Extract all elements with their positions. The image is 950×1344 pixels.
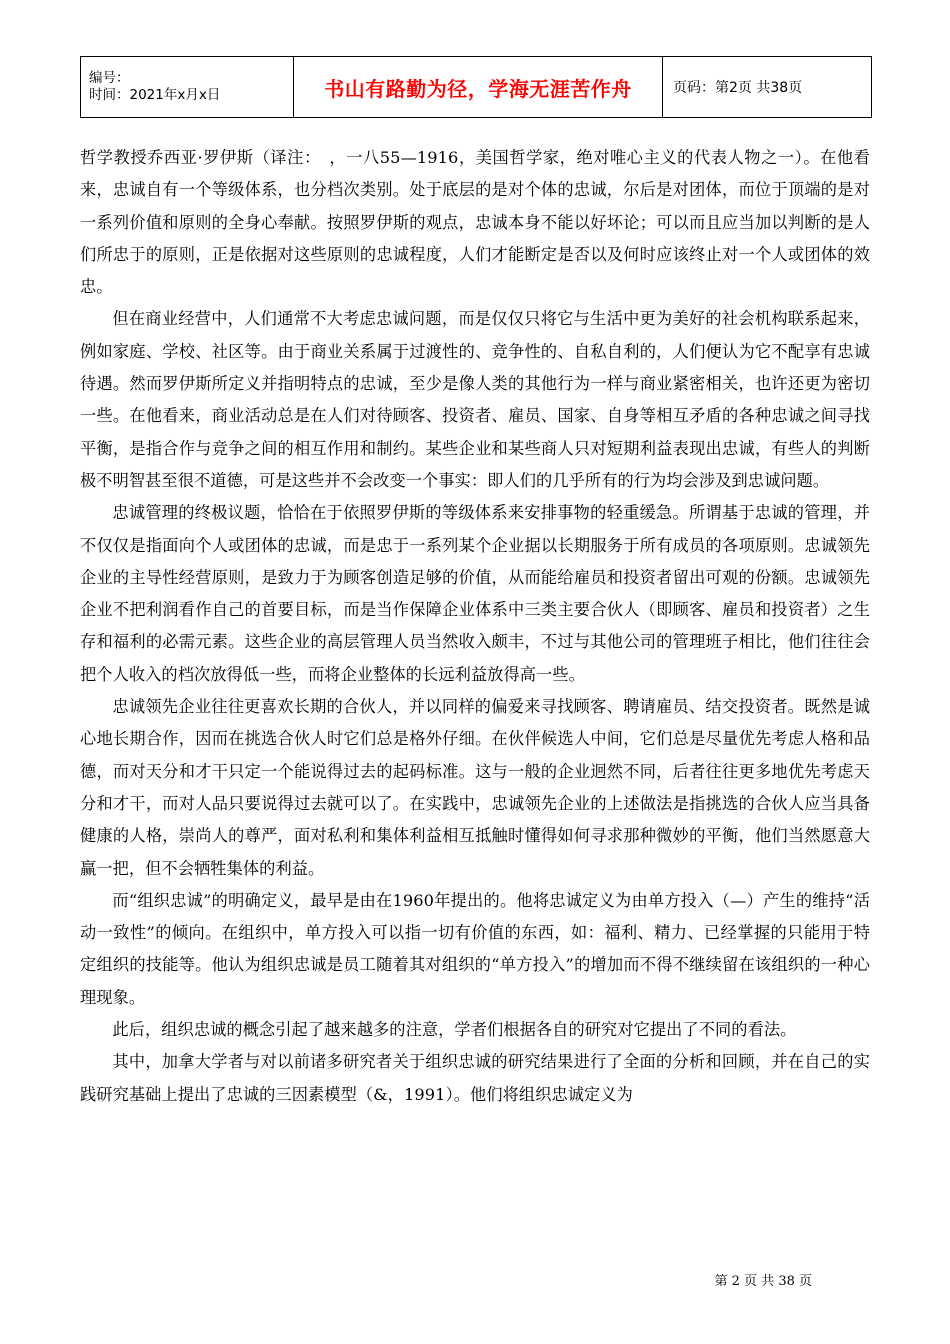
page-footer: 第 2 页 共 38 页 <box>714 1274 812 1289</box>
body-paragraph: 此后，组织忠诚的概念引起了越来越多的注意，学者们根据各自的研究对它提出了不同的看法。 <box>112 1020 797 1040</box>
body-paragraph: 其中，加拿大学者与对以前诸多研究者关于组织忠诚的研究结果进行了全面的分析和回顾，并在自己的实践研究基础上提出了忠诚的三因素模型（&，1991）。他们将组织忠诚定义为 <box>80 1052 870 1104</box>
document-body <box>80 142 870 1111</box>
body-paragraph: 忠诚管理的终极议题，恰恰在于依照罗伊斯的等级体系来安排事物的轻重缓急。所谓基于忠诚的管理，并不仅仅是指面向个人或团体的忠诚，而是忠于一系列某个企业据以长期服务于所有成员的各项原则。忠诚领先企业的主导性经营原则，是致力于为顾客创造足够的价值，从而能给雇员和投资者留出可观的份额。忠诚领先企业不把利润看作自己的首要目标，而是当作保障企业体系中三类主要合伙人（即顾客、雇员和投资者）之生存和福利的必需元素。这些企业的高层管理人员当然收入颇丰，不过与其他公司的管理班子相比，他们往往会把个人收入的档次放得低一些，而将企业整体的长远利益放得高一些。 <box>80 503 870 684</box>
document-header <box>80 56 872 118</box>
body-paragraph: 而“组织忠诚”的明确定义，最早是由在1960年提出的。他将忠诚定义为由单方投入（—）产生的维持“活动一致性”的倾向。在组织中，单方投入可以指一切有价值的东西，如：福利、精力、已经掌握的只能用于特定组织的技能等。他认为组织忠诚是员工随着其对组织的“单方投入”的增加而不得不继续留在该组织的一种心理现象。 <box>80 890 870 1007</box>
header-page-info: 页码：第2页 共38页 <box>663 57 872 118</box>
body-paragraph: 忠诚领先企业往往更喜欢长期的合伙人，并以同样的偏爱来寻找顾客、聘请雇员、结交投资者。既然是诚心地长期合作，因而在挑选合伙人时它们总是格外仔细。在伙伴候选人中间，它们总是尽量优先考虑人格和品德，而对天分和才干只定一个能说得过去的起码标准。这与一般的企业迥然不同，后者往往更多地优先考虑天分和才干，而对人品只要说得过去就可以了。在实践中，忠诚领先企业的上述做法是指挑选的合伙人应当具备健康的人格，崇尚人的尊严，面对私利和集体利益相互抵触时懂得如何寻求那种微妙的平衡，他们当然愿意大赢一把，但不会牺牲集体的利益。 <box>80 697 870 878</box>
header-meta-cell <box>81 57 294 118</box>
document-time-label: 时间：2021年x月x日 <box>89 87 221 103</box>
body-paragraph: 哲学教授乔西亚·罗伊斯（译注： ，一八55—1916，美国哲学家，绝对唯心主义的代表人物之一）。在他看来，忠诚自有一个等级体系，也分档次类别。处于底层的是对个体的忠诚，尔后是对团体，而位于顶端的是对一系列价值和原则的全身心奉献。按照罗伊斯的观点，忠诚本身不能以好坏论；可以而且应当加以判断的是人们所忠于的原则，正是依据对这些原则的忠诚程度，人们才能断定是否以及何时应该终止对一个人或团体的效忠。 <box>80 148 870 297</box>
document-number-label: 编号： <box>89 70 130 86</box>
header-motto: 书山有路勤为径，学海无涯苦作舟 <box>294 57 663 118</box>
body-paragraph: 但在商业经营中，人们通常不大考虑忠诚问题，而是仅仅只将它与生活中更为美好的社会机构联系起来，例如家庭、学校、社区等。由于商业关系属于过渡性的、竞争性的、自私自利的，人们便认为它不配享有忠诚待遇。然而罗伊斯所定义并指明特点的忠诚，至少是像人类的其他行为一样与商业紧密相关，也许还更为密切一些。在他看来，商业活动总是在人们对待顾客、投资者、雇员、国家、自身等相互矛盾的各种忠诚之间寻找平衡，是指合作与竞争之间的相互作用和制约。某些企业和某些商人只对短期利益表现出忠诚，有些人的判断极不明智甚至很不道德，可是这些并不会改变一个事实：即人们的几乎所有的行为均会涉及到忠诚问题。 <box>80 309 870 490</box>
